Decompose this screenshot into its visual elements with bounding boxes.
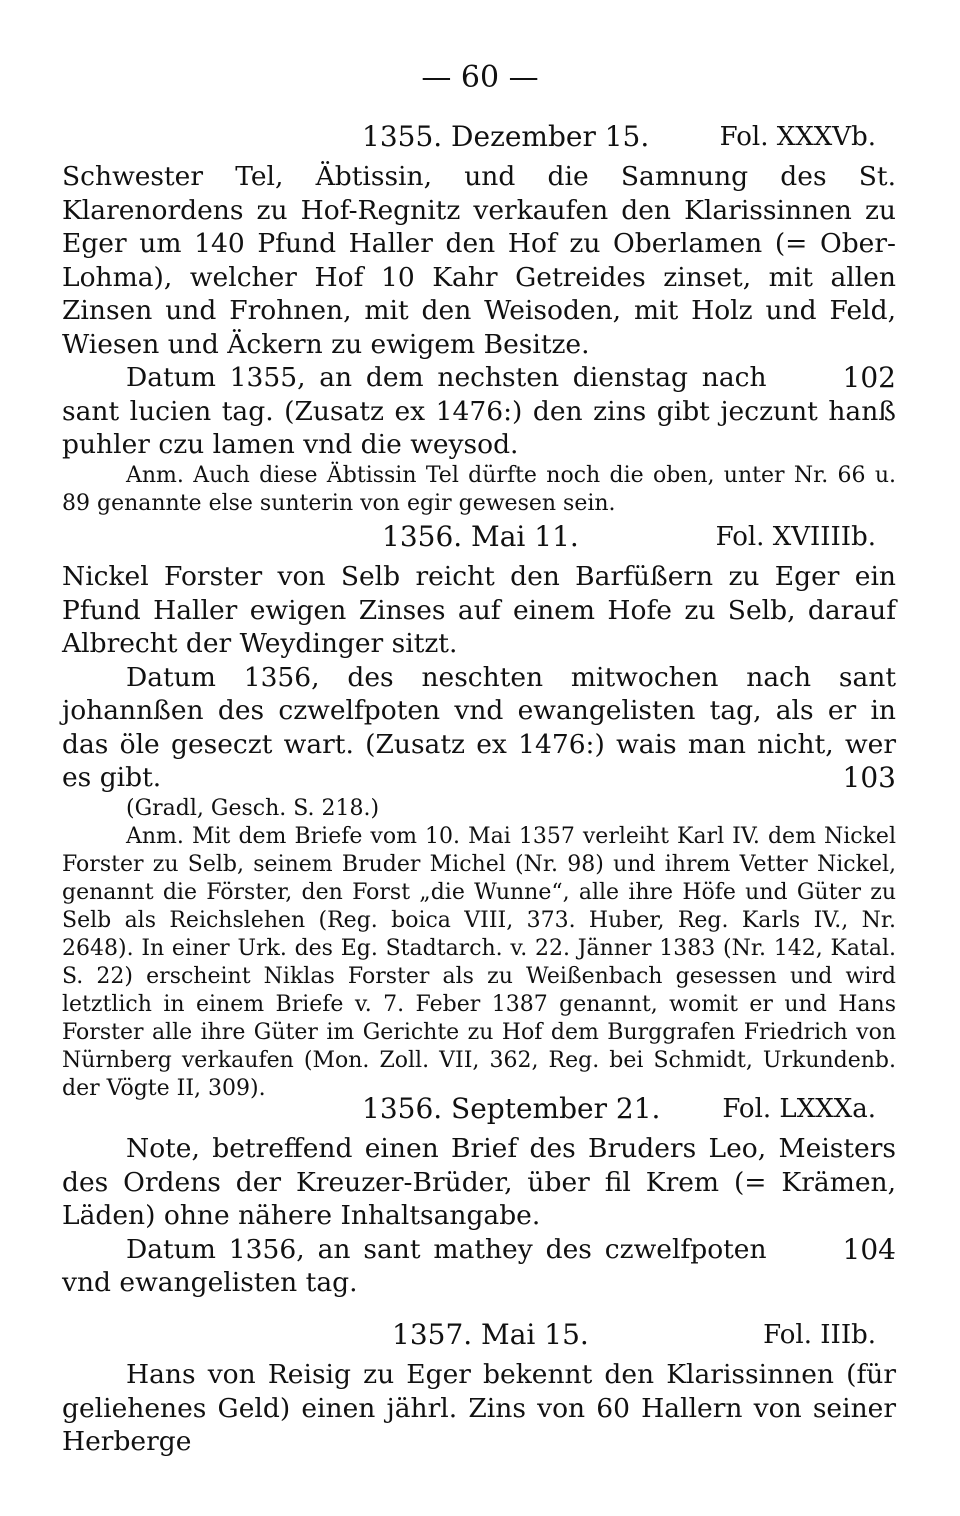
entry-text: Hans von Reisig zu Eger bekennt den Klarissinnen (für geliehenes Geld) einen jährl. Zins von 60 Hallern von seiner Herberge [62,1359,896,1457]
entry-date: 1356. Mai 11. [382,520,579,553]
page-number: — 60 — [421,60,539,95]
entry-number: 104 [842,1232,896,1266]
entry-note: Anm. Auch diese Äbtissin Tel dürfte noch die oben, unter Nr. 66 u. 89 genannte else sunterin von egir gewesen sein. [62,462,896,516]
entry-text: Note, betreffend einen Brief des Bruders Leo, Meisters des Ordens der Kreuzer-Brüder, über fil Krem (= Krämen, Läden) ohne nähere Inhaltsangabe. [62,1133,896,1231]
entry-number: 103 [842,761,896,794]
entry-header [62,120,896,160]
entry-folio: Fol. XXXVb. [719,122,876,152]
entry-datum: 104 Datum 1356, an sant mathey des czwelfpoten vnd ewangelisten tag. [62,1232,896,1298]
entry-text: Nickel Forster von Selb reicht den Barfüßern zu Eger ein Pfund Haller ewigen Zinses auf einem Hofe zu Selb, darauf Albrecht der Weydinger sitzt. [62,561,896,659]
entry-104 [62,1092,896,1300]
entry-folio: Fol. IIIb. [763,1320,876,1350]
entry-date: 1355. Dezember 15. [362,120,650,153]
entry-date: 1357. Mai 15. [392,1318,589,1351]
entry-datum: Datum 1356, des neschten mitwochen nach sant johannßen des czwelfpoten vnd ewangelisten tag, als er in das öle geseczt wart. (Zusatz ex 1476:) wais man nicht, wer es gibt. 103 [62,661,896,794]
entry-number: 102 [842,361,896,394]
entry-103 [62,520,896,1103]
entry-date: 1356. September 21. [362,1092,661,1125]
entry-text: Schwester Tel, Äbtissin, und die Samnung des St. Klarenordens zu Hof-Regnitz verkaufen den Klarissinnen zu Eger um 140 Pfund Haller den Hof zu Oberlamen (= Ober-Lohma), welcher Hof 10 Kahr Getreides zinset, mit allen Zinsen und Frohnen, mit den Weisoden, mit Holz und Feld, Wiesen und Äckern zu ewigem Besitze. [62,161,896,360]
entry-folio: Fol. LXXXa. [722,1094,876,1124]
entry-datum: 102 Datum 1355, an dem nechsten dienstag nach sant lucien tag. (Zusatz ex 1476:) den zins gibt jeczunt hanß puhler czu lamen vnd die weysod. [62,361,896,460]
entry-105 [62,1318,896,1459]
entry-note: Anm. Mit dem Briefe vom 10. Mai 1357 verleiht Karl IV. dem Nickel Forster zu Selb, seinem Bruder Michel (Nr. 98) und ihrem Vetter Nickel, genannt die Förster, den Forst „die Wunne“, alle ihre Höfe und Güter zu Selb als Reichslehen (Reg. boica VIII, 373. Huber, Reg. Karls IV., Nr. 2648). In einer Urk. des Eg. Stadtarch. v. 22. Jänner 1383 (Nr. 142, Katal. S. 22) erscheint Niklas Forster als zu Weißenbach gesessen und wird letztlich in einem Briefe v. 7. Feber 1387 genannt, womit er und Hans Forster alle ihre Güter im Gerichte zu Hof dem Burggrafen Friedrich von Nürnberg verkaufen (Mon. Zoll. VII, 362, Reg. bei Schmidt, Urkundenb. der Vögte II, 309). [62,823,896,1101]
entry-header [62,1092,896,1132]
entry-header [62,520,896,560]
entry-source: (Gradl, Gesch. S. 218.) [126,795,380,821]
entry-header [62,1318,896,1358]
entry-folio: Fol. XVIIIIb. [715,522,876,552]
entry-102 [62,120,896,518]
